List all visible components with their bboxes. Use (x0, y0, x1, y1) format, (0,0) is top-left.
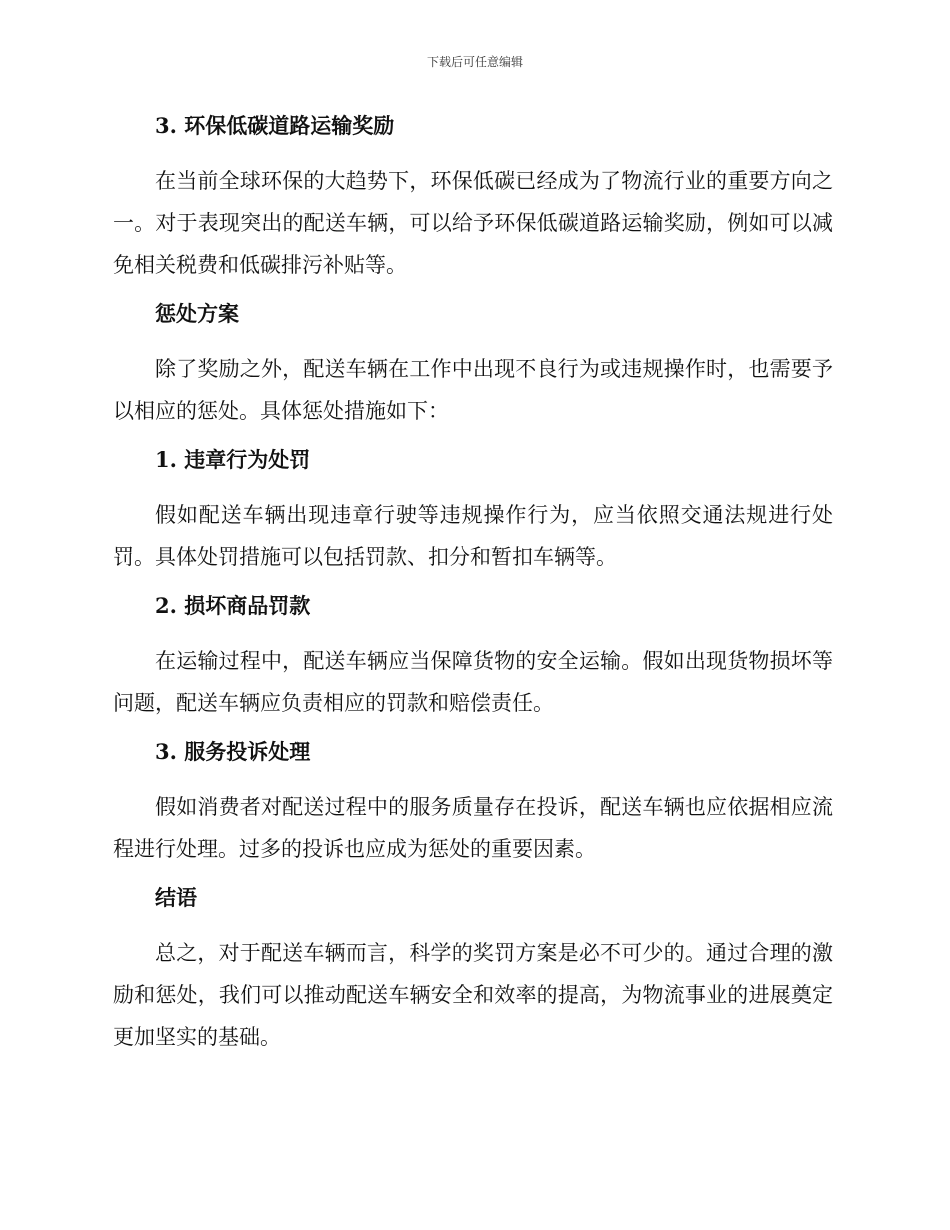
page-header: 下载后可任意编辑 (426, 55, 523, 69)
paragraph-violation-penalty: 假如配送车辆出现违章行驶等违规操作行为，应当依照交通法规进行处罚。具体处罚措施可以包括罚款、扣分和暂扣车辆等。 (113, 503, 833, 569)
section-heading-damage-fine: 2. 损坏商品罚款 (155, 593, 311, 618)
paragraph-low-carbon-reward: 在当前全球环保的大趋势下，环保低碳已经成为了物流行业的重要方向之一。对于表现突出的配送车辆，可以给予环保低碳道路运输奖励，例如可以减免相关税费和低碳排污补贴等。 (113, 169, 833, 277)
document-body (113, 108, 833, 1068)
section-heading-penalty-plan: 惩处方案 (155, 301, 239, 326)
paragraph-complaint-handling: 假如消费者对配送过程中的服务质量存在投诉，配送车辆也应依据相应流程进行处理。过多的投诉也应成为惩处的重要因素。 (113, 795, 833, 861)
section-heading-complaint-handling: 3. 服务投诉处理 (155, 739, 311, 764)
paragraph-conclusion: 总之，对于配送车辆而言，科学的奖罚方案是必不可少的。通过合理的激励和惩处，我们可以推动配送车辆安全和效率的提高，为物流事业的进展奠定更加坚实的基础。 (113, 941, 833, 1049)
section-heading-violation-penalty: 1. 违章行为处罚 (155, 447, 311, 472)
paragraph-damage-fine: 在运输过程中，配送车辆应当保障货物的安全运输。假如出现货物损坏等问题，配送车辆应负责相应的罚款和赔偿责任。 (113, 649, 833, 715)
section-heading-low-carbon-reward: 3. 环保低碳道路运输奖励 (155, 113, 395, 138)
section-heading-conclusion: 结语 (155, 885, 197, 910)
paragraph-penalty-plan: 除了奖励之外，配送车辆在工作中出现不良行为或违规操作时，也需要予以相应的惩处。具体惩处措施如下： (113, 357, 833, 423)
